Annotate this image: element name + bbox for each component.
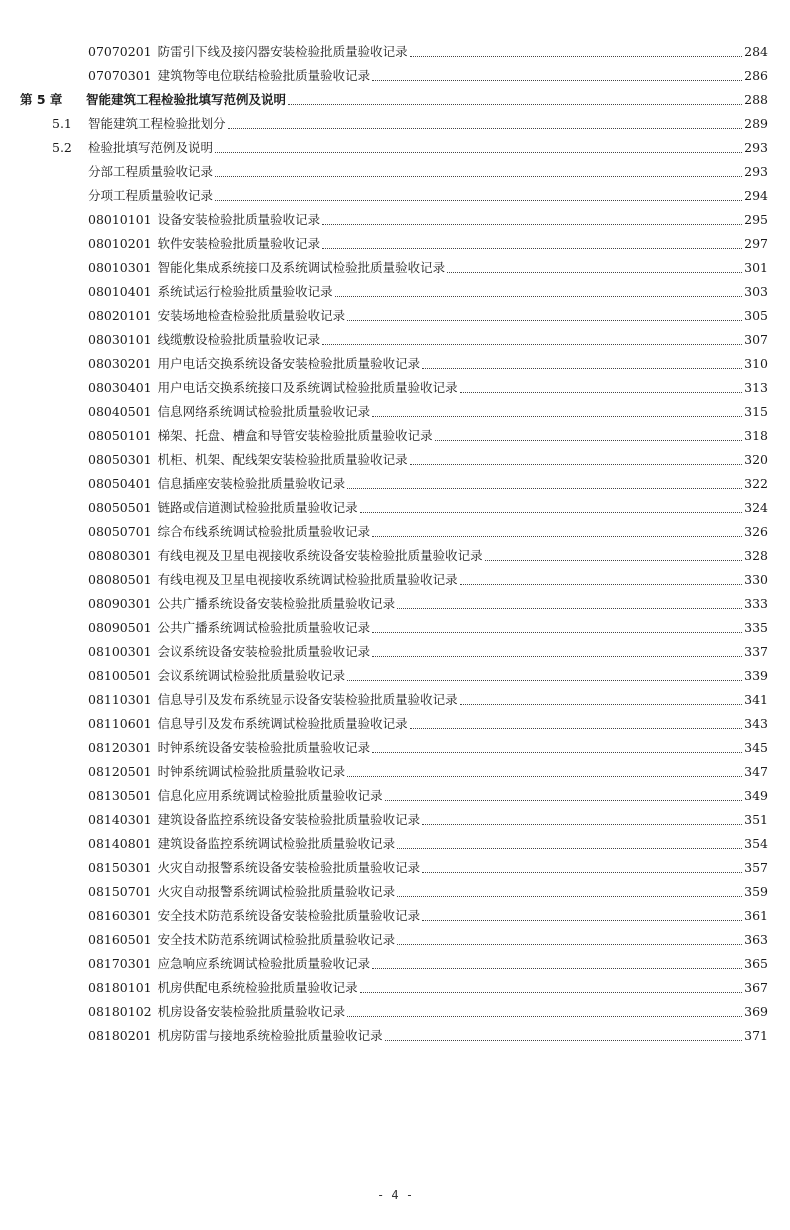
toc-entry-number: 08010201 (88, 236, 152, 251)
dot-leader (360, 992, 743, 993)
dot-leader (322, 248, 742, 249)
toc-entry-title: 公共广播系统调试检验批质量验收记录 (157, 620, 371, 635)
dot-leader (372, 416, 742, 417)
toc-entry-title: 检验批填写范例及说明 (88, 140, 214, 155)
toc-entry-number: 08100501 (88, 668, 152, 683)
toc-entry-number: 08010301 (88, 260, 152, 275)
toc-entry-title: 信息化应用系统调试检验批质量验收记录 (157, 788, 383, 803)
toc-entry-number: 07070201 (88, 44, 152, 59)
toc-page-number: 295 (744, 212, 768, 227)
toc-entry-title: 火灾自动报警系统设备安装检验批质量验收记录 (157, 860, 421, 875)
toc-entry[interactable] (88, 784, 768, 808)
toc-entry[interactable] (88, 424, 768, 448)
toc-page-number: 297 (744, 236, 768, 251)
dot-leader (347, 680, 742, 681)
toc-entry-title: 系统试运行检验批质量验收记录 (157, 284, 333, 299)
toc-entry-title: 会议系统调试检验批质量验收记录 (157, 668, 346, 683)
dot-leader (397, 944, 742, 945)
toc-entry-number: 08080301 (88, 548, 152, 563)
toc-page-number: 289 (744, 116, 768, 131)
toc-entry[interactable] (88, 304, 768, 328)
dot-leader (410, 464, 743, 465)
toc-entry-title: 分部工程质量验收记录 (88, 164, 214, 179)
toc-entry-title: 防雷引下线及接闪器安装检验批质量验收记录 (157, 44, 408, 59)
toc-entry[interactable] (88, 256, 768, 280)
toc-entry[interactable] (88, 880, 768, 904)
toc-page-number: 288 (744, 92, 768, 107)
toc-entry[interactable] (88, 688, 768, 712)
toc-entry[interactable] (88, 472, 768, 496)
toc-entry[interactable] (88, 160, 768, 184)
toc-page-number: 313 (744, 380, 768, 395)
dot-leader (460, 392, 743, 393)
toc-page-number: 328 (744, 548, 768, 563)
toc-entry-number: 08100301 (88, 644, 152, 659)
dot-leader (372, 632, 742, 633)
toc-entry-number: 08010101 (88, 212, 152, 227)
toc-entry-title: 公共广播系统设备安装检验批质量验收记录 (157, 596, 396, 611)
toc-entry-title: 信息网络系统调试检验批质量验收记录 (157, 404, 371, 419)
toc-entry[interactable] (88, 616, 768, 640)
toc-entry[interactable] (88, 184, 768, 208)
toc-entry[interactable] (88, 352, 768, 376)
toc-page-number: 326 (744, 524, 768, 539)
toc-entry-number: 08180101 (88, 980, 152, 995)
toc-section[interactable] (52, 136, 768, 160)
toc-page-number: 330 (744, 572, 768, 587)
toc-entry-title: 智能建筑工程检验批划分 (88, 116, 226, 131)
toc-entry-title: 信息导引及发布系统调试检验批质量验收记录 (157, 716, 408, 731)
toc-page-number: 294 (744, 188, 768, 203)
toc-page-number: 339 (744, 668, 768, 683)
dot-leader (385, 1040, 743, 1041)
toc-page-number: 310 (744, 356, 768, 371)
toc-entry-title: 时钟系统调试检验批质量验收记录 (157, 764, 346, 779)
toc-page-number: 318 (744, 428, 768, 443)
toc-page-number: 320 (744, 452, 768, 467)
toc-page-number: 333 (744, 596, 768, 611)
dot-leader (215, 200, 742, 201)
toc-entry-number: 08050101 (88, 428, 152, 443)
toc-entry-title: 机房防雷与接地系统检验批质量验收记录 (157, 1028, 383, 1043)
toc-entry[interactable] (88, 208, 768, 232)
dot-leader (322, 344, 742, 345)
toc-page-number: 371 (744, 1028, 768, 1043)
toc-entry[interactable] (88, 328, 768, 352)
toc-entry[interactable] (88, 496, 768, 520)
toc-entry[interactable] (88, 712, 768, 736)
toc-entry-title: 信息导引及发布系统显示设备安装检验批质量验收记录 (157, 692, 458, 707)
dot-leader (347, 320, 742, 321)
toc-entry-number: 08080501 (88, 572, 152, 587)
dot-leader (347, 488, 742, 489)
toc-entry[interactable] (88, 520, 768, 544)
toc-page-number: 303 (744, 284, 768, 299)
toc-entry[interactable] (88, 736, 768, 760)
toc-entry[interactable] (88, 568, 768, 592)
toc-entry-title: 信息插座安装检验批质量验收记录 (157, 476, 346, 491)
toc-entry-title: 有线电视及卫星电视接收系统调试检验批质量验收记录 (157, 572, 458, 587)
toc-page-number: 367 (744, 980, 768, 995)
dot-leader (447, 272, 742, 273)
dot-leader (372, 656, 742, 657)
toc-entry-number: 08090501 (88, 620, 152, 635)
toc-entry-title: 链路或信道测试检验批质量验收记录 (157, 500, 358, 515)
dot-leader (397, 848, 742, 849)
toc-page-number: 341 (744, 692, 768, 707)
toc-entry-number: 08050401 (88, 476, 152, 491)
toc-page-number: 345 (744, 740, 768, 755)
toc-page-number: 322 (744, 476, 768, 491)
toc-entry-title: 火灾自动报警系统调试检验批质量验收记录 (157, 884, 396, 899)
toc-entry-number: 08180102 (88, 1004, 152, 1019)
toc-entry-title: 智能建筑工程检验批填写范例及说明 (86, 92, 287, 107)
toc-entry[interactable] (88, 952, 768, 976)
toc-entry-title: 机房供配电系统检验批质量验收记录 (157, 980, 358, 995)
toc-entry-number: 08030401 (88, 380, 152, 395)
dot-leader (215, 152, 742, 153)
toc-page-number: 315 (744, 404, 768, 419)
dot-leader (485, 560, 743, 561)
dot-leader (435, 440, 743, 441)
toc-entry-number: 5.2 (52, 140, 72, 155)
dot-leader (228, 128, 743, 129)
toc-page-number: 305 (744, 308, 768, 323)
toc-entry-title: 建筑设备监控系统调试检验批质量验收记录 (157, 836, 396, 851)
toc-page-number: 307 (744, 332, 768, 347)
toc-entry-number: 08050501 (88, 500, 152, 515)
dot-leader (410, 728, 743, 729)
toc-entry-number: 08110601 (88, 716, 152, 731)
toc-entry-number: 08120301 (88, 740, 152, 755)
toc-entry[interactable] (88, 664, 768, 688)
toc-entry-title: 建筑物等电位联结检验批质量验收记录 (157, 68, 371, 83)
toc-entry-number: 07070301 (88, 68, 152, 83)
toc-entry[interactable] (88, 280, 768, 304)
dot-leader (360, 512, 743, 513)
toc-entry[interactable] (88, 760, 768, 784)
toc-entry-number: 08040501 (88, 404, 152, 419)
toc-entry-title: 梯架、托盘、槽盒和导管安装检验批质量验收记录 (157, 428, 433, 443)
toc-entry[interactable] (88, 1024, 768, 1048)
toc-chapter-heading[interactable] (20, 88, 768, 112)
toc-entry-title: 安全技术防范系统调试检验批质量验收记录 (157, 932, 396, 947)
dot-leader (460, 704, 743, 705)
toc-entry[interactable] (88, 640, 768, 664)
toc-entry-number: 第 5 章 (20, 92, 63, 107)
toc-entry-title: 用户电话交换系统接口及系统调试检验批质量验收记录 (157, 380, 458, 395)
toc-entry[interactable] (88, 976, 768, 1000)
toc-entry-number: 08110301 (88, 692, 152, 707)
dot-leader (422, 824, 742, 825)
toc-page-number: 365 (744, 956, 768, 971)
toc-entry-number: 08180201 (88, 1028, 152, 1043)
toc-entry[interactable] (88, 232, 768, 256)
toc-page-number: 351 (744, 812, 768, 827)
toc-page-number: 335 (744, 620, 768, 635)
toc-entry-title: 有线电视及卫星电视接收系统设备安装检验批质量验收记录 (157, 548, 483, 563)
toc-entry-number: 08090301 (88, 596, 152, 611)
toc-entry-title: 软件安装检验批质量验收记录 (157, 236, 321, 251)
toc-page-number: 286 (744, 68, 768, 83)
toc-page-number: 361 (744, 908, 768, 923)
toc-entry-title: 会议系统设备安装检验批质量验收记录 (157, 644, 371, 659)
toc-page-number: 354 (744, 836, 768, 851)
toc-page-number: 337 (744, 644, 768, 659)
dot-leader (422, 920, 742, 921)
toc-entry[interactable] (88, 1000, 768, 1024)
toc-entry[interactable] (88, 376, 768, 400)
toc-entry-number: 08150701 (88, 884, 152, 899)
toc-entry-number: 08150301 (88, 860, 152, 875)
dot-leader (397, 896, 742, 897)
toc-page-number: 293 (744, 140, 768, 155)
toc-entry-title: 时钟系统设备安装检验批质量验收记录 (157, 740, 371, 755)
toc-entry-title: 线缆敷设检验批质量验收记录 (157, 332, 321, 347)
toc-page-number: 369 (744, 1004, 768, 1019)
dot-leader (372, 536, 742, 537)
dot-leader (372, 752, 742, 753)
toc-entry-number: 08160301 (88, 908, 152, 923)
toc-entry[interactable] (88, 400, 768, 424)
toc-page-number: 359 (744, 884, 768, 899)
toc-entry-title: 设备安装检验批质量验收记录 (157, 212, 321, 227)
toc-section[interactable] (52, 112, 768, 136)
toc-entry[interactable] (88, 856, 768, 880)
dot-leader (347, 776, 742, 777)
toc-entry-title: 机柜、机架、配线架安装检验批质量验收记录 (157, 452, 408, 467)
toc-entry-number: 08050701 (88, 524, 152, 539)
dot-leader (385, 800, 743, 801)
dot-leader (460, 584, 743, 585)
dot-leader (288, 104, 742, 105)
toc-entry-title: 应急响应系统调试检验批质量验收记录 (157, 956, 371, 971)
toc-entry[interactable] (88, 64, 768, 88)
dot-leader (372, 968, 742, 969)
toc-entry[interactable] (88, 904, 768, 928)
toc-entry-title: 智能化集成系统接口及系统调试检验批质量验收记录 (157, 260, 446, 275)
toc-entry-number: 08020101 (88, 308, 152, 323)
toc-entry-title: 安装场地检查检验批质量验收记录 (157, 308, 346, 323)
toc-entry-number: 08170301 (88, 956, 152, 971)
dot-leader (372, 80, 742, 81)
toc-page-number: 301 (744, 260, 768, 275)
toc-entry-number: 08160501 (88, 932, 152, 947)
toc-entry[interactable] (88, 448, 768, 472)
toc-entry-title: 用户电话交换系统设备安装检验批质量验收记录 (157, 356, 421, 371)
toc-entry-title: 机房设备安装检验批质量验收记录 (157, 1004, 346, 1019)
dot-leader (422, 872, 742, 873)
toc-entry[interactable] (88, 544, 768, 568)
toc-page-number: 347 (744, 764, 768, 779)
toc-entry-number: 08120501 (88, 764, 152, 779)
dot-leader (215, 176, 742, 177)
toc-page-number: 343 (744, 716, 768, 731)
toc-entry-title: 安全技术防范系统设备安装检验批质量验收记录 (157, 908, 421, 923)
toc-entry-number: 08050301 (88, 452, 152, 467)
page-footer-number: - 4 - (376, 1188, 414, 1202)
dot-leader (397, 608, 742, 609)
toc-entry[interactable] (88, 40, 768, 64)
toc-entry-title: 建筑设备监控系统设备安装检验批质量验收记录 (157, 812, 421, 827)
toc-entry[interactable] (88, 808, 768, 832)
toc-page-number: 293 (744, 164, 768, 179)
dot-leader (422, 368, 742, 369)
toc-entry-title: 分项工程质量验收记录 (88, 188, 214, 203)
toc-entry-number: 08010401 (88, 284, 152, 299)
toc-page-number: 284 (744, 44, 768, 59)
toc-page-number: 324 (744, 500, 768, 515)
toc-entry-number: 08030101 (88, 332, 152, 347)
toc-entry-title: 综合布线系统调试检验批质量验收记录 (157, 524, 371, 539)
toc-entry[interactable] (88, 928, 768, 952)
toc-page-number: 349 (744, 788, 768, 803)
dot-leader (410, 56, 743, 57)
dot-leader (322, 224, 742, 225)
toc-entry-number: 5.1 (52, 116, 72, 131)
toc-entry-number: 08140801 (88, 836, 152, 851)
toc-page-number: 357 (744, 860, 768, 875)
toc-entry[interactable] (88, 592, 768, 616)
toc-entry-number: 08140301 (88, 812, 152, 827)
toc-entry-number: 08130501 (88, 788, 152, 803)
toc-entry-number: 08030201 (88, 356, 152, 371)
dot-leader (335, 296, 743, 297)
toc-page-number: 363 (744, 932, 768, 947)
toc-entry[interactable] (88, 832, 768, 856)
dot-leader (347, 1016, 742, 1017)
